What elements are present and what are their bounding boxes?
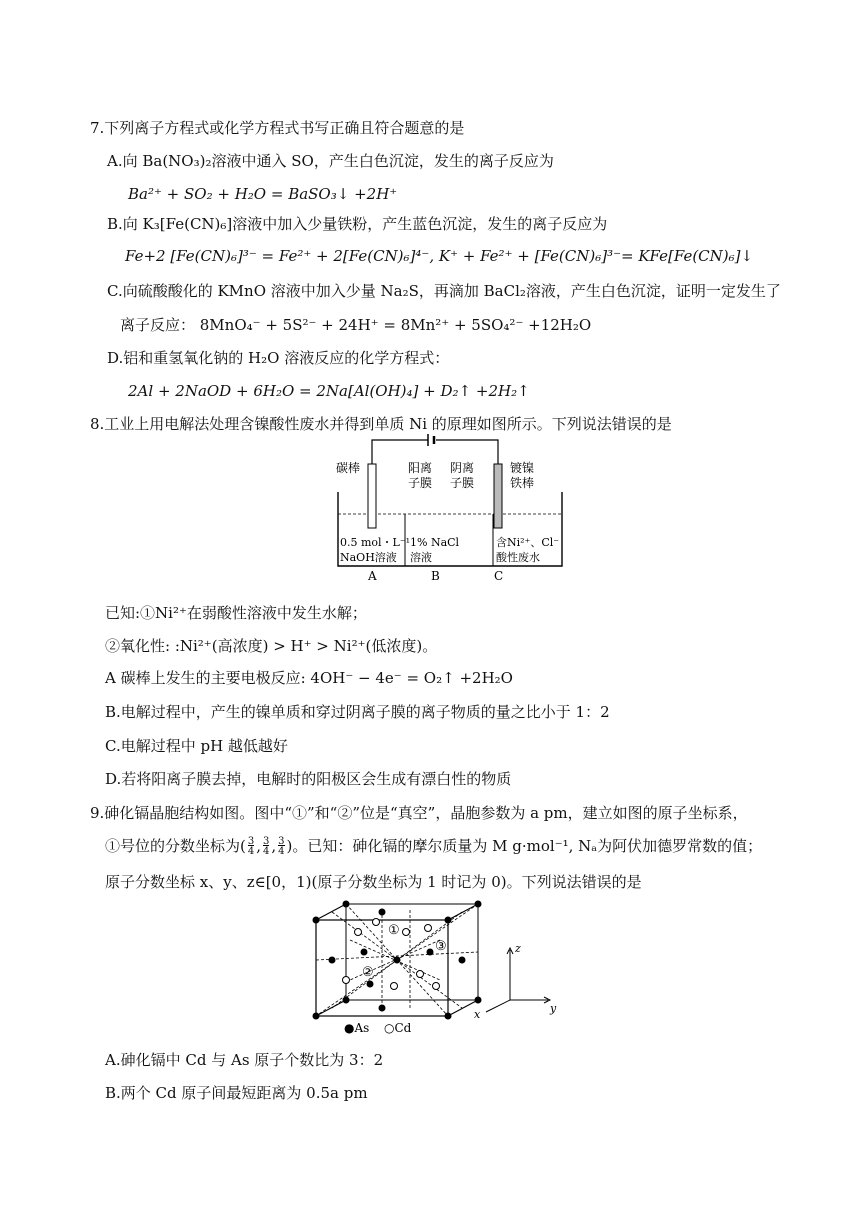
axis-x: x (474, 1008, 481, 1021)
as-atoms (313, 901, 482, 1020)
label-anion-membrane-2: 子膜 (450, 476, 475, 490)
q9-option-b: B.两个 Cd 原子间最短距离为 0.5a pm (105, 1084, 368, 1102)
fraction-3-4-c: $\frac{3}{4}$ (278, 836, 285, 857)
q8-option-c: C.电解过程中 pH 越低越好 (105, 737, 288, 755)
q9-stem-2: ①号位的分数坐标为( $\frac{3}{4}$ , $\frac{3}{4}$ , $\frac{3}{4}$ )。已知：砷化镉的摩尔质量为 M g·mol⁻¹, Nₐ为阿伏加德罗常数的值； (105, 836, 763, 857)
q7-option-d-equation: 2Al + 2NaOD + 6H₂O = 2Na[Al(OH)₄] + D₂↑ +2H₂↑ (128, 382, 530, 400)
label-solution-b-1: 1% NaCl (410, 536, 460, 549)
label-solution-a-1: 0.5 mol・L⁻¹ (340, 536, 411, 549)
label-region-b: B (431, 569, 440, 582)
label-cation-membrane-2: 子膜 (408, 476, 433, 490)
mark-2: ② (362, 965, 374, 980)
q8-known-1: 已知:①Ni²⁺在弱酸性溶液中发生水解； (105, 604, 367, 622)
nickel-iron-rod (494, 464, 502, 528)
label-right-rod-1: 镀镍 (510, 461, 535, 475)
axis-z: z (515, 942, 521, 955)
carbon-rod (368, 464, 376, 528)
label-carbon-rod: 碳棒 (336, 461, 361, 475)
axis-y: y (550, 1002, 557, 1015)
crystal-cell-diagram (310, 890, 570, 1040)
fraction-3-4-a: $\frac{3}{4}$ (247, 836, 255, 857)
electrolysis-diagram (330, 432, 570, 582)
legend-cd: ○Cd (384, 1021, 412, 1035)
q7-option-c-text: C.向硫酸酸化的 KMnO 溶液中加入少量 Na₂S，再滴加 BaCl₂溶液，产生白色沉淀，证明一定发生了 (107, 282, 781, 300)
mark-1: ① (388, 923, 400, 938)
q7-stem: 7.下列离子方程式或化学方程式书写正确且符合题意的是 (90, 119, 465, 137)
q8-stem: 8.工业上用电解法处理含镍酸性废水并得到单质 Ni 的原理如图所示。下列说法错误的是 (90, 415, 672, 433)
label-solution-c-2: 酸性废水 (496, 551, 540, 564)
mark-3: ③ (435, 939, 447, 954)
q9-stem-3: 原子分数坐标 x、y、z∈[0，1)(原子分数坐标为 1 时记为 0)。下列说法错误的是 (105, 873, 642, 891)
q7-option-b-text: B.向 K₃[Fe(CN)₆]溶液中加入少量铁粉，产生蓝色沉淀，发生的离子反应为 (107, 215, 608, 233)
label-anion-membrane-1: 阴离 (450, 461, 475, 475)
label-region-c: C (494, 569, 504, 582)
label-solution-a-2: NaOH溶液 (340, 551, 397, 564)
q7-option-a-equation: Ba²⁺ + SO₂ + H₂O = BaSO₃↓ +2H⁺ (128, 185, 398, 203)
q7-option-d-text: D.铝和重氢氧化钠的 H₂O 溶液反应的化学方程式： (107, 349, 450, 367)
coordinate-axes (486, 948, 550, 1012)
q8-known-2: ②氧化性: :Ni²⁺(高浓度) > H⁺ > Ni²⁺(低浓度)。 (105, 637, 438, 655)
label-solution-c-1: 含Ni²⁺、Cl⁻ (496, 536, 560, 549)
q9-option-a: A.砷化镉中 Cd 与 As 原子个数比为 3：2 (105, 1051, 384, 1069)
label-right-rod-2: 铁棒 (510, 476, 535, 490)
q7-option-c-equation: 离子反应： 8MnO₄⁻ + 5S²⁻ + 24H⁺ = 8Mn²⁺ + 5SO₄²⁻ +12H₂O (120, 316, 592, 334)
q7-option-b-equation: Fe+2 [Fe(CN)₆]³⁻ = Fe²⁺ + 2[Fe(CN)₆]⁴⁻, K⁺ + Fe²⁺ + [Fe(CN)₆]³⁻= KFe[Fe(CN)₆]↓ (125, 247, 754, 265)
q8-option-a: A 碳棒上发生的主要电极反应: 4OH⁻ − 4e⁻ = O₂↑ +2H₂O (105, 669, 513, 687)
q7-option-a-text: A.向 Ba(NO₃)₂溶液中通入 SO，产生白色沉淀，发生的离子反应为 (107, 152, 554, 170)
legend-as: ●As (344, 1021, 370, 1035)
q9-stem-2-suffix: )。已知：砷化镉的摩尔质量为 M g·mol⁻¹, Nₐ为阿伏加德罗常数的值； (286, 837, 763, 855)
q8-option-b: B.电解过程中，产生的镍单质和穿过阴离子膜的离子物质的量之比小于 1：2 (105, 703, 610, 721)
label-solution-b-2: 溶液 (410, 551, 432, 564)
q8-option-d: D.若将阳离子膜去掉，电解时的阳极区会生成有漂白性的物质 (105, 770, 512, 788)
label-cation-membrane-1: 阳离 (408, 461, 433, 475)
label-region-a: A (368, 569, 377, 582)
q9-stem-1: 9.砷化镉晶胞结构如图。图中“①”和“②”位是“真空”，晶胞参数为 a pm，建立如图的原子坐标系， (90, 804, 748, 822)
q9-stem-2-prefix: ①号位的分数坐标为( (105, 837, 246, 855)
fraction-3-4-b: $\frac{3}{4}$ (263, 836, 270, 857)
